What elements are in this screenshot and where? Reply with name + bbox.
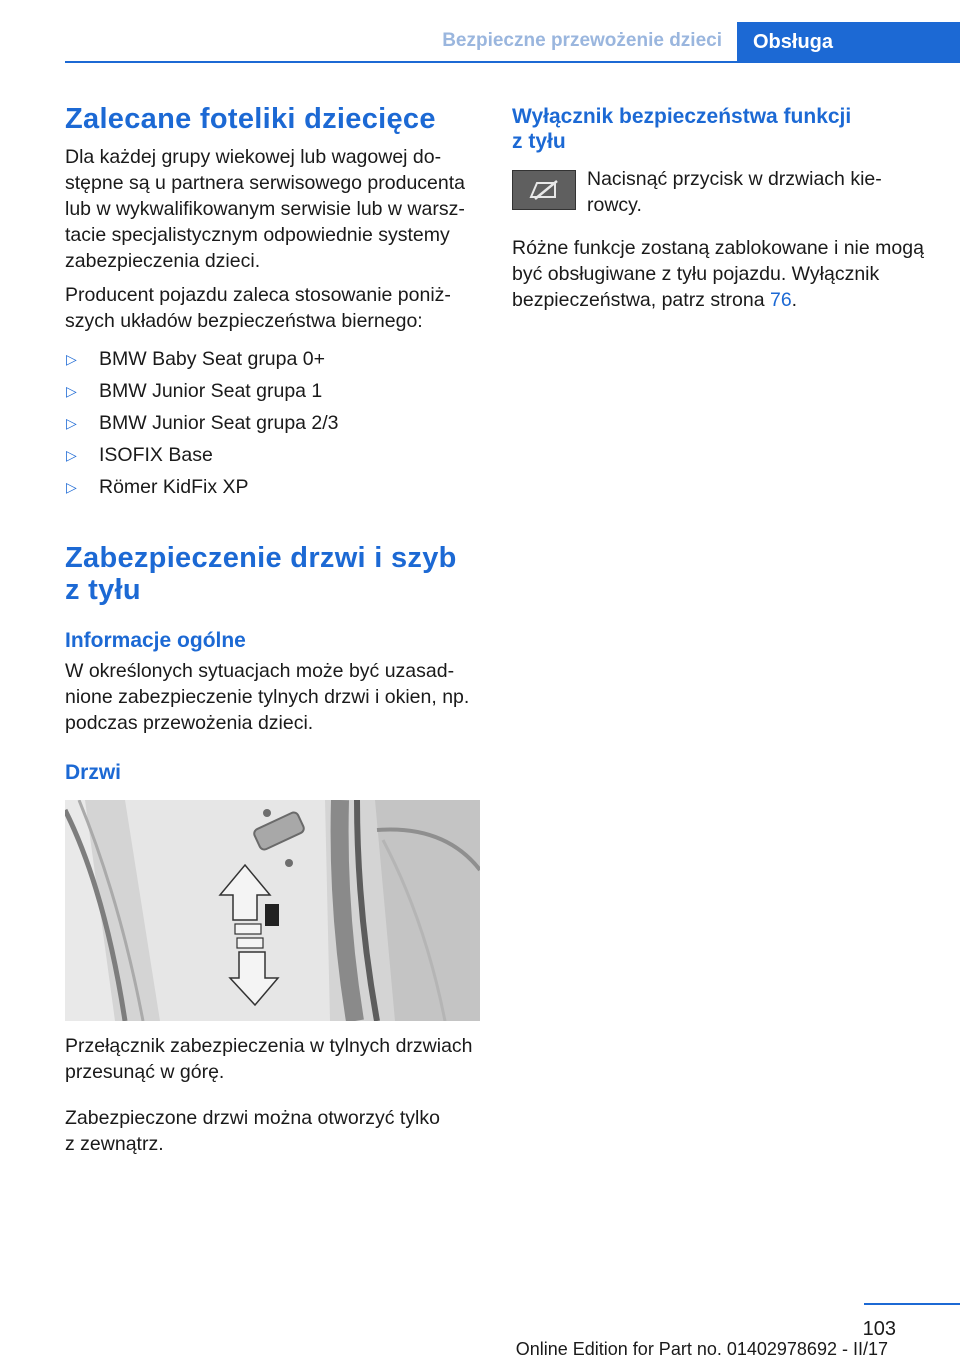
edition-note: Online Edition for Part no. 01402978692 - II/17 bbox=[515, 1339, 888, 1359]
paragraph-slide-switch: Przełącznik zabezpieczenia w tylnych drzwiach przesunąć w górę. bbox=[65, 1035, 473, 1083]
list-item: ▷ ISOFIX Base bbox=[66, 444, 213, 466]
page-number: 103 bbox=[862, 1318, 896, 1340]
paragraph-open-from-outside: Zabezpieczone drzwi można otworzyć tylko z zewnątrz. bbox=[65, 1107, 440, 1155]
list-item: ▷ BMW Junior Seat grupa 2/3 bbox=[66, 412, 339, 434]
list-item: ▷ Römer KidFix XP bbox=[66, 476, 249, 498]
bullet-triangle-icon: ▷ bbox=[66, 479, 77, 495]
right-column bbox=[512, 100, 932, 311]
left-column bbox=[65, 100, 480, 1157]
bullet-triangle-icon: ▷ bbox=[66, 351, 77, 367]
window-lock-button-icon bbox=[512, 170, 576, 210]
window-lock-icon bbox=[513, 171, 575, 209]
door-child-lock-photo bbox=[65, 800, 480, 1021]
paragraph-rear-functions-blocked: Różne funkcje zostaną zablokowane i nie mogą być obsługiwane z tyłu pojazdu. Wyłącznik bezpieczeństwa, patrz strona 76. bbox=[512, 237, 924, 311]
bullet-triangle-icon: ▷ bbox=[66, 415, 77, 431]
heading-rear-safety-switch: Wyłącznik bezpieczeństwa funkcji z tyłu bbox=[512, 105, 852, 153]
paragraph-seat-availability: Dla każdej grupy wiekowej lub wagowej do‐ stępne są u partnera serwisowego producenta lub w wykwalifikowanym serwisie lub w warsz‐ tacie specjalistycznym odpowiednie systemy zabezpieczenia dzieci. bbox=[65, 146, 465, 272]
paragraph-manufacturer-recommends: Producent pojazdu zaleca stosowanie poniż‐ szych układów bezpieczeństwa biernego: bbox=[65, 284, 451, 332]
bullet-triangle-icon: ▷ bbox=[66, 447, 77, 463]
header-divider bbox=[65, 61, 960, 63]
heading-doors: Drzwi bbox=[65, 761, 122, 784]
header-section-title: Bezpieczne przewożenie dzieci bbox=[442, 30, 722, 51]
heading-recommended-seats: Zalecane foteliki dziecięce bbox=[65, 103, 436, 135]
heading-general-info: Informacje ogólne bbox=[65, 629, 246, 652]
header-tab-obsluga[interactable]: Obsługa bbox=[737, 22, 960, 61]
page-reference-link[interactable]: 76 bbox=[769, 289, 792, 311]
heading-door-window-lock: Zabezpieczenie drzwi i szyb z tyłu bbox=[65, 542, 457, 606]
paragraph-press-button: Nacisnąć przycisk w drzwiach kie‐ rowcy. bbox=[587, 168, 882, 216]
list-item: ▷ BMW Junior Seat grupa 1 bbox=[66, 380, 323, 402]
seat-list bbox=[65, 346, 480, 506]
bullet-triangle-icon: ▷ bbox=[66, 383, 77, 399]
list-item: ▷ BMW Baby Seat grupa 0+ bbox=[66, 348, 325, 370]
paragraph-general-info: W określonych sytuacjach może być uzasad‐ nione zabezpieczenie tylnych drzwi i okien, np. podczas przewożenia dzieci. bbox=[65, 660, 470, 734]
footer-divider bbox=[864, 1303, 960, 1305]
